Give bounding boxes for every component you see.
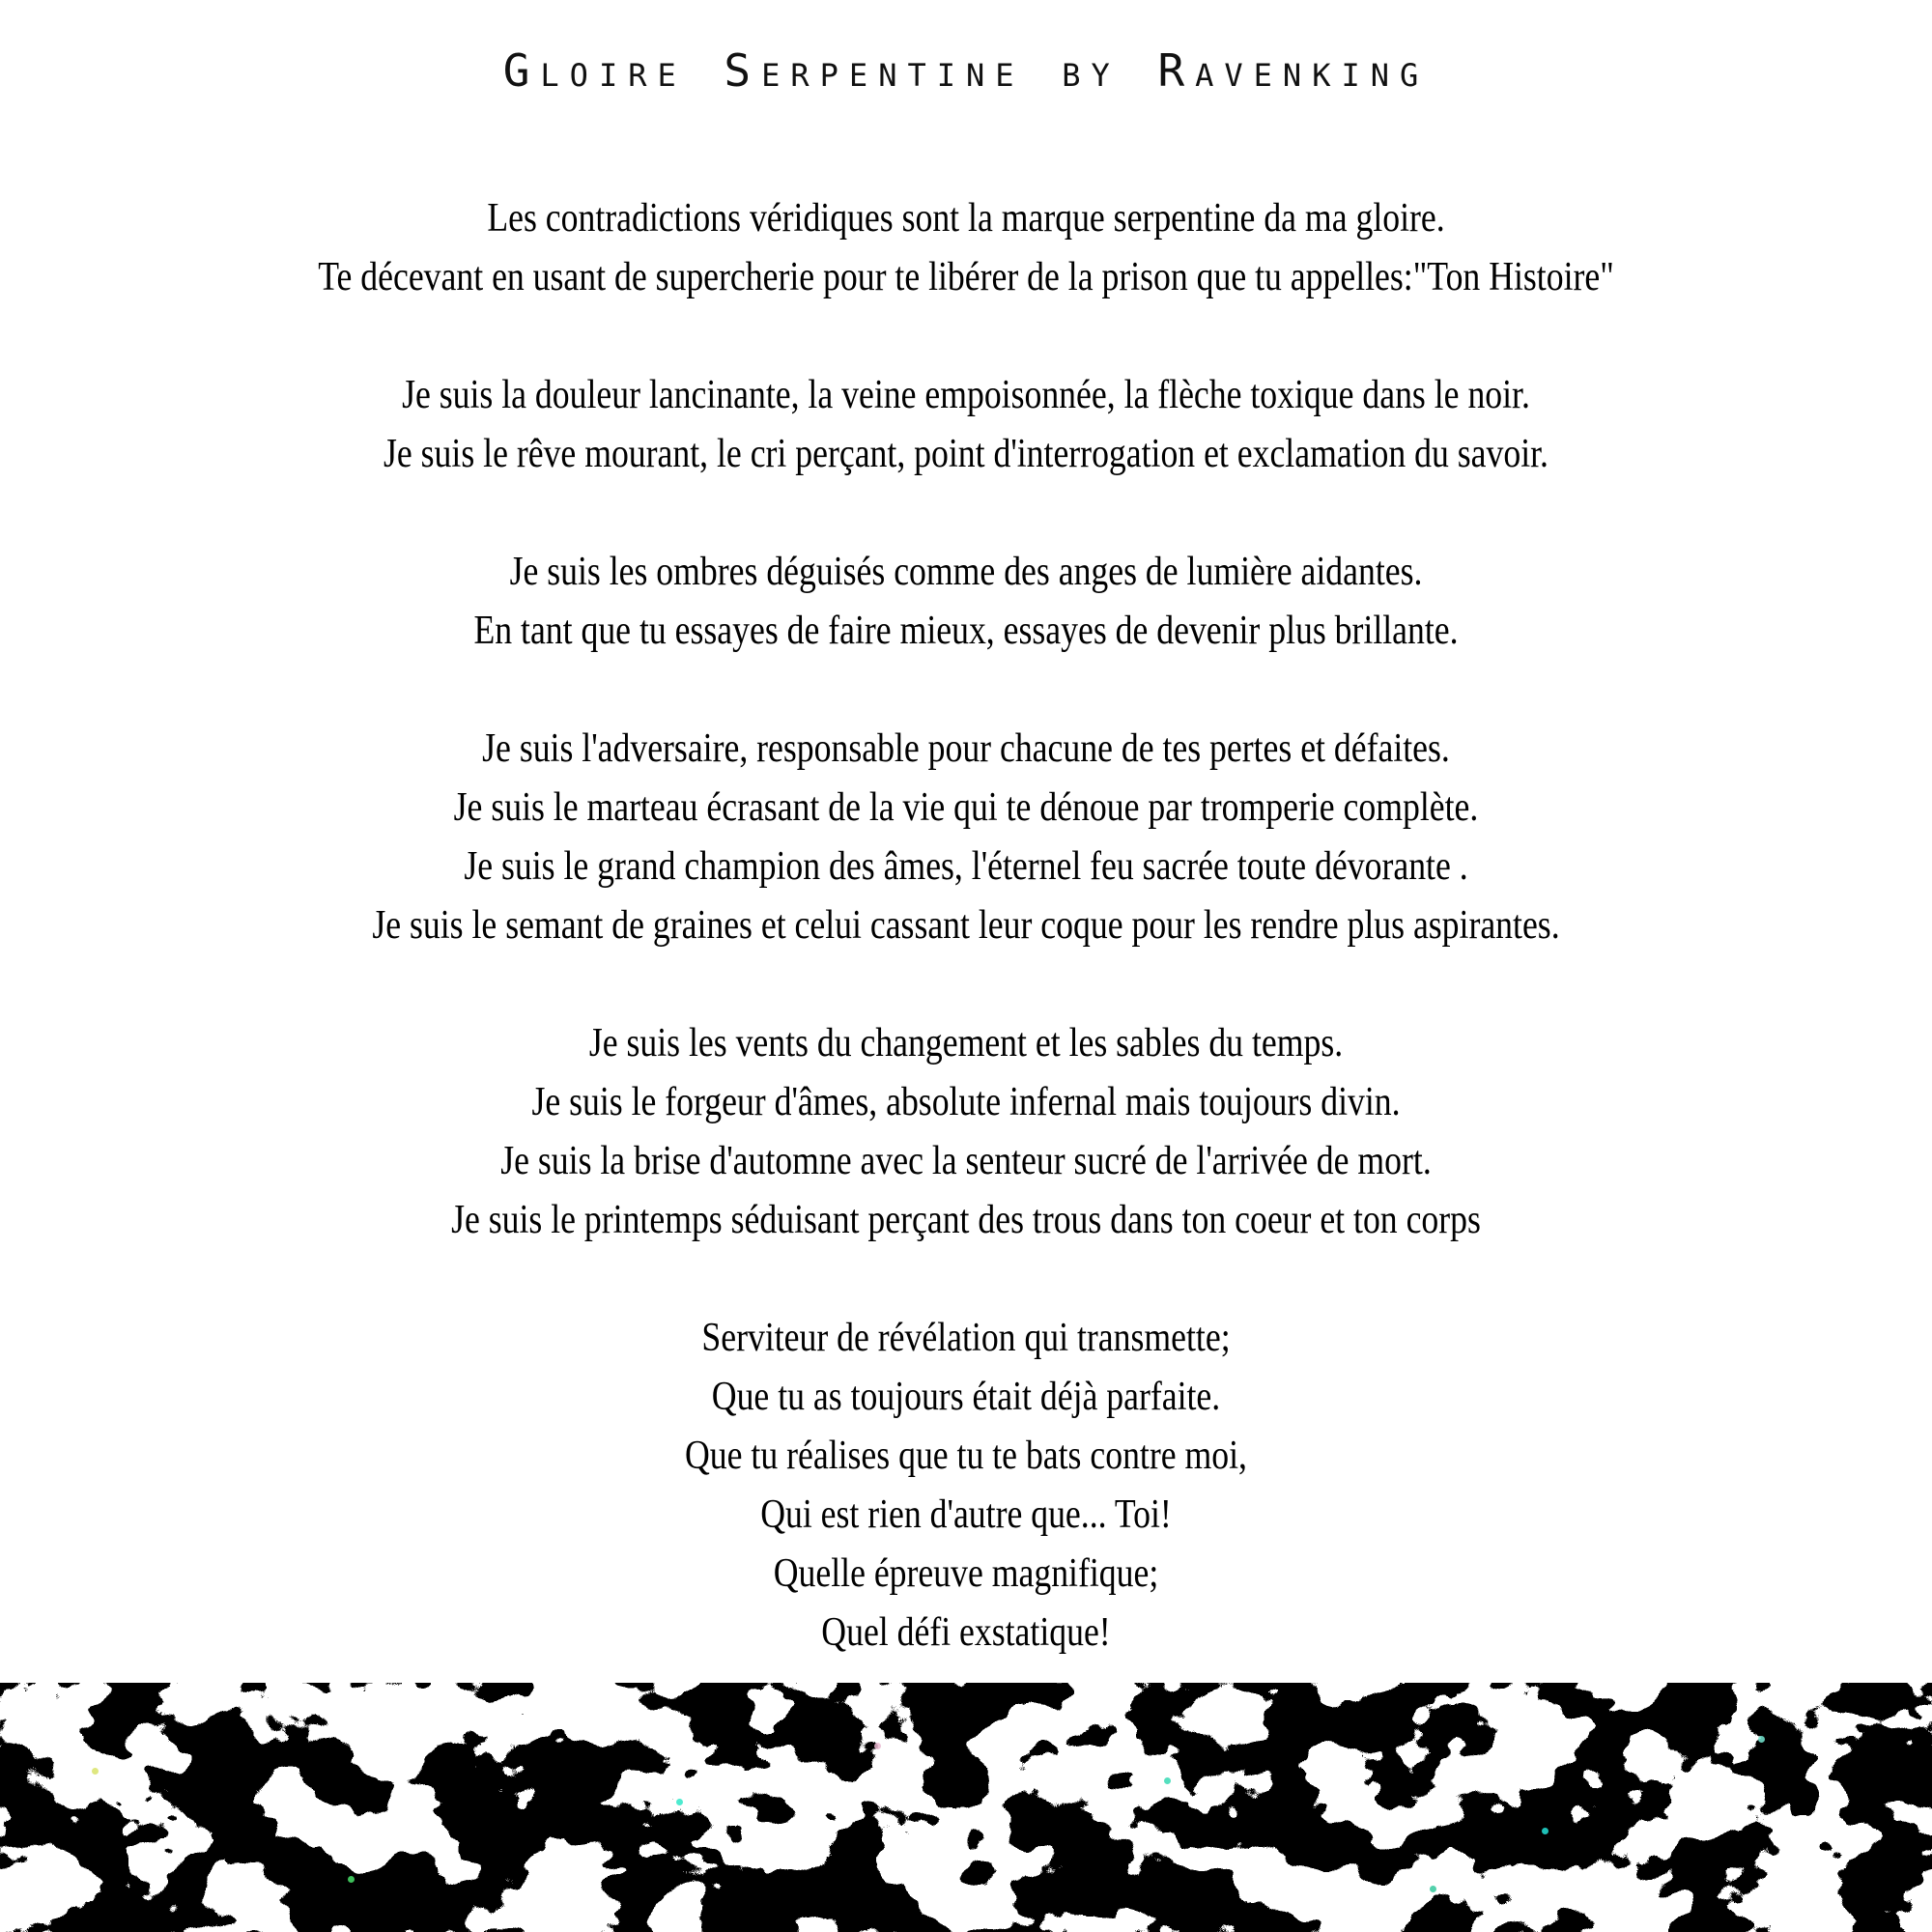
poem-line: Je suis l'adversaire, responsable pour chacune de tes pertes et défaites. — [482, 726, 1450, 771]
texture-color-artifact — [874, 1743, 881, 1749]
poem-line: Que tu réalises que tu te bats contre moi, — [685, 1434, 1247, 1478]
poem-stanza — [145, 543, 1787, 661]
texture-color-artifact — [676, 1799, 683, 1805]
poem-line: Je suis le semant de graines et celui cassant leur coque pour les rendre plus aspirantes. — [372, 903, 1560, 948]
texture-color-artifact — [348, 1876, 355, 1883]
poem-line: Je suis le printemps séduisant perçant des trous dans ton coeur et ton corps — [451, 1198, 1481, 1242]
poem-stanza — [145, 189, 1787, 307]
poem-line: Je suis les ombres déguisés comme des anges de lumière aidantes. — [509, 550, 1423, 594]
texture-color-artifact — [1758, 1736, 1765, 1743]
snakeskin-texture-image — [0, 1683, 1932, 1932]
poem-line: Je suis la brise d'automne avec la senteur sucré de l'arrivée de mort. — [500, 1139, 1432, 1183]
poem-line: Qui est rien d'autre que... Toi! — [760, 1492, 1172, 1537]
poem-line: Je suis le forgeur d'âmes, absolute infernal mais toujours divin. — [531, 1080, 1401, 1124]
poem-line: En tant que tu essayes de faire mieux, essayes de devenir plus brillante. — [473, 609, 1459, 653]
poem-line: Te décevant en usant de supercherie pour te libérer de la prison que tu appelles:"Ton Histoire" — [318, 255, 1614, 299]
poem-line: Que tu as toujours était déjà parfaite. — [711, 1375, 1221, 1419]
poem-line: Quelle épreuve magnifique; — [773, 1551, 1159, 1596]
poem-line: Quel défi exstatique! — [821, 1610, 1111, 1655]
poem-line: Serviteur de révélation qui transmette; — [701, 1316, 1231, 1360]
poem-stanza — [145, 720, 1787, 955]
poem-stanza — [145, 1014, 1787, 1250]
poem-stanza — [145, 366, 1787, 484]
texture-color-artifact — [1430, 1886, 1436, 1892]
poem-stanza — [145, 1309, 1787, 1662]
texture-color-artifact — [92, 1768, 99, 1775]
poem-line: Je suis le marteau écrasant de la vie qui te dénoue par tromperie complète. — [453, 785, 1479, 830]
texture-noise-graphic — [0, 1683, 1932, 1932]
texture-color-artifact — [1542, 1828, 1548, 1834]
poem-title: Gloire Serpentine by Ravenking — [502, 44, 1430, 97]
poem-line: Je suis le rêve mourant, le cri perçant, point d'interrogation et exclamation du savoir. — [384, 432, 1548, 476]
poem-line: Je suis le grand champion des âmes, l'éternel feu sacrée toute dévorante . — [464, 844, 1468, 889]
poem-line: Je suis la douleur lancinante, la veine empoisonnée, la flèche toxique dans le noir. — [402, 373, 1530, 417]
texture-color-artifact — [1164, 1777, 1171, 1784]
poem-body — [145, 189, 1787, 1662]
poem-line: Je suis les vents du changement et les sables du temps. — [588, 1021, 1344, 1065]
poem-line: Les contradictions véridiques sont la marque serpentine da ma gloire. — [487, 196, 1445, 241]
